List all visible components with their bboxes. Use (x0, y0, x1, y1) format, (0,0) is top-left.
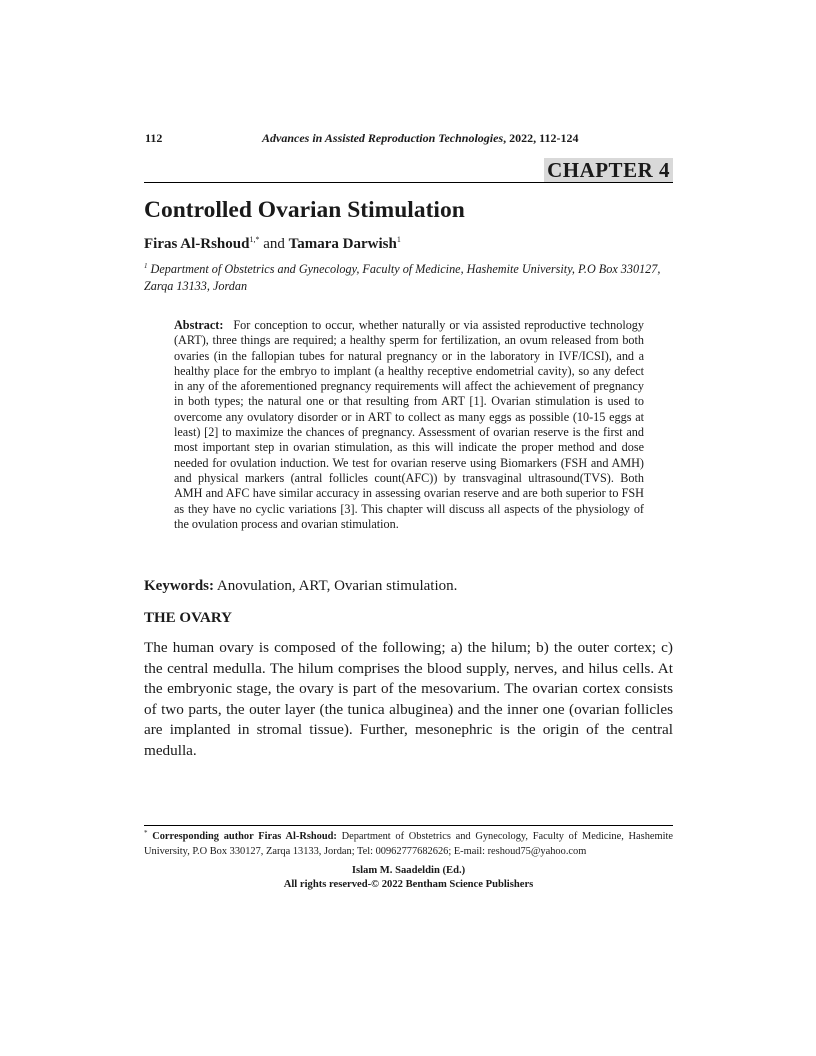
section-heading: THE OVARY (144, 610, 232, 626)
body-paragraph: The human ovary is composed of the following; a) the hilum; b) the outer cortex; c) the central medulla. The hilum comprises the blood supply, nerves, and hilus cells. At the embryonic stage, the ovary is part of the mesovarium. The ovarian cortex consists of two parts, the outer layer (the tunica albuginea) and the inner one (ovarian follicles are implanted in stromal tissue). Further, mesonephric is the origin of the central medulla. (144, 639, 673, 759)
editor-name: Islam M. Saadeldin (Ed.) (351, 865, 466, 876)
footnote (144, 826, 673, 859)
author-affiliation-mark: 1 (396, 235, 401, 244)
author-name: Firas Al-Rshoud (144, 236, 250, 252)
affiliation-mark: 1 (144, 262, 148, 270)
keywords (144, 578, 457, 595)
chapter-label: CHAPTER 4 (544, 158, 673, 182)
journal-citation (262, 131, 578, 146)
copyright-line: All rights reserved-© 2022 Bentham Science Publishers (283, 878, 534, 890)
footnote-label: Corresponding author Firas Al-Rshoud: (147, 831, 337, 842)
journal-title: Advances in Assisted Reproduction Technologies (262, 131, 504, 145)
header-divider (144, 182, 673, 183)
editor-block (144, 864, 673, 891)
affiliation-text: Department of Obstetrics and Gynecology, Faculty of Medicine, Hashemite University, P.O Box 330127, Zarqa 13133, Jordan (144, 262, 661, 293)
keywords-text: Anovulation, ART, Ovarian stimulation. (214, 578, 458, 594)
author-line (144, 235, 401, 253)
author-connector: and (259, 236, 289, 252)
abstract-label: Abstract: (174, 318, 224, 332)
keywords-label: Keywords: (144, 578, 214, 594)
journal-volume-pages: , 2022, 112-124 (503, 131, 579, 145)
abstract (174, 318, 644, 532)
abstract-text: For conception to occur, whether naturally or via assisted reproductive technology (ART), three things are required; a healthy sperm for fertilization, an ovum released from both ovaries (in the fallopian tubes for natural pregnancy or in the laboratory in IVF/ICSI), and a healthy place for the embryo to implant (a healthy receptive endometrial cavity), so any defect in any of the aforementioned pregnancy requirements will affect the achievement of pregnancy in both types; the natural one or that resulting from ART [1]. Ovarian stimulation is used to overcome any ovulatory disorder or in ART to collect as many eggs as possible (10-15 eggs at least) [2] to maximize the chances of pregnancy. Assessment of ovarian reserve is the first and most important step in ovarian stimulation, as this will indicate the proper method and dose needed for ovulation induction. We test for ovarian reserve using Biomarkers (FSH and AMH) and physical markers (antral follicles count(AFC)) by transvaginal ultrasound(TVS). Both AMH and AFC have similar accuracy in assessing ovarian reserve and are both superior to FSH as they have no cyclic variations [3]. This chapter will discuss all aspects of the physiology of the ovulation process and ovarian stimulation. (174, 318, 644, 531)
affiliation (144, 258, 674, 295)
page-number: 112 (145, 131, 163, 145)
footnote-mark: * (144, 829, 148, 837)
chapter-title: Controlled Ovarian Stimulation (144, 197, 465, 223)
author-affiliation-mark: 1,* (249, 235, 260, 244)
footnote-text: Department of Obstetrics and Gynecology, Faculty of Medicine, Hashemite University, P.O Box 330127, Zarqa 13133, Jordan; Tel: 00962777682626; E-mail: reshoud75@yahoo.com (144, 831, 673, 857)
author-name: Tamara Darwish (288, 236, 397, 252)
